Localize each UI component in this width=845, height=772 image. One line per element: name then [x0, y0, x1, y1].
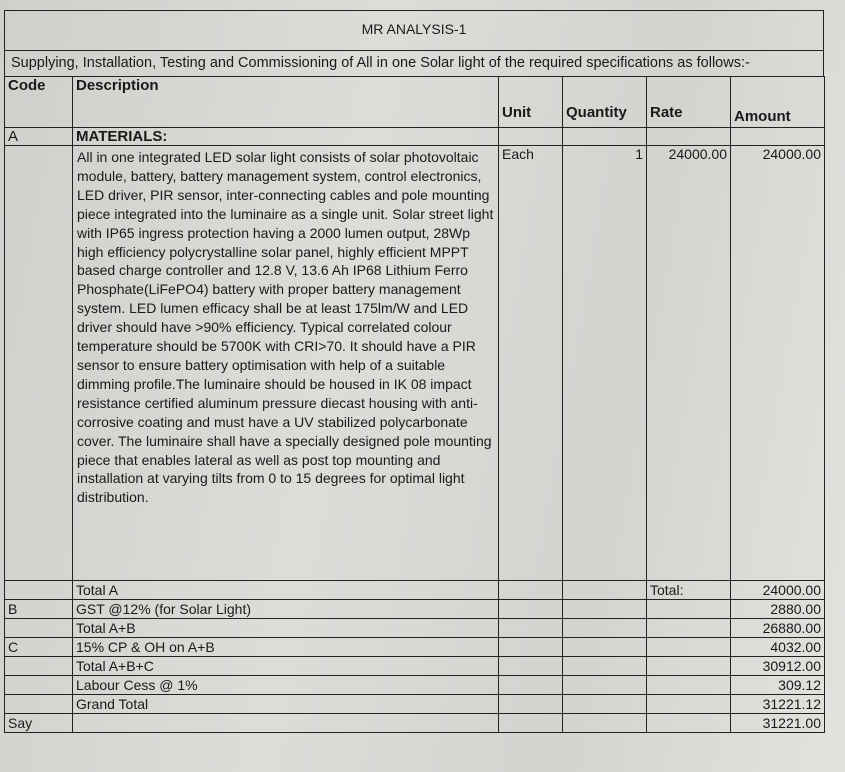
empty-cell	[563, 581, 647, 600]
empty-cell	[563, 676, 647, 695]
summary-rows	[5, 581, 825, 733]
item-rate: 24000.00	[647, 146, 731, 581]
summary-label	[73, 714, 499, 733]
summary-row	[5, 638, 825, 657]
header-rate: Rate	[647, 77, 731, 128]
item-quantity: 1	[563, 146, 647, 581]
mr-analysis-sheet	[4, 10, 824, 733]
summary-code: Say	[5, 714, 73, 733]
summary-code: B	[5, 600, 73, 619]
summary-rate-note: Total:	[647, 581, 731, 600]
summary-rate-note	[647, 600, 731, 619]
empty-cell	[499, 600, 563, 619]
item-amount: 24000.00	[731, 146, 825, 581]
header-description: Description	[73, 77, 499, 128]
document-subtitle: Supplying, Installation, Testing and Commissioning of All in one Solar light of the required specifications as follows:-	[4, 50, 824, 76]
item-unit: Each	[499, 146, 563, 581]
summary-rate-note	[647, 676, 731, 695]
section-row	[5, 128, 825, 146]
summary-row	[5, 581, 825, 600]
summary-rate-note	[647, 638, 731, 657]
section-label: MATERIALS:	[73, 128, 499, 146]
summary-amount: 24000.00	[731, 581, 825, 600]
summary-code	[5, 581, 73, 600]
empty-cell	[499, 638, 563, 657]
summary-code	[5, 695, 73, 714]
summary-amount: 309.12	[731, 676, 825, 695]
empty-cell	[499, 714, 563, 733]
summary-amount: 31221.00	[731, 714, 825, 733]
summary-rate-note	[647, 714, 731, 733]
header-quantity: Quantity	[563, 77, 647, 128]
summary-label: Total A+B	[73, 619, 499, 638]
summary-rate-note	[647, 657, 731, 676]
summary-rate-note	[647, 695, 731, 714]
summary-amount: 2880.00	[731, 600, 825, 619]
summary-code	[5, 619, 73, 638]
summary-label: Total A	[73, 581, 499, 600]
section-code: A	[5, 128, 73, 146]
summary-row	[5, 695, 825, 714]
header-row	[5, 77, 825, 128]
header-unit: Unit	[499, 77, 563, 128]
empty-cell	[563, 714, 647, 733]
summary-code	[5, 676, 73, 695]
summary-label: GST @12% (for Solar Light)	[73, 600, 499, 619]
item-row	[5, 146, 825, 581]
empty-cell	[563, 657, 647, 676]
summary-label: Labour Cess @ 1%	[73, 676, 499, 695]
empty-cell	[499, 657, 563, 676]
summary-row	[5, 676, 825, 695]
analysis-table	[4, 76, 825, 733]
empty-cell	[563, 638, 647, 657]
empty-cell	[563, 695, 647, 714]
summary-code	[5, 657, 73, 676]
empty-cell	[499, 695, 563, 714]
empty-cell	[563, 619, 647, 638]
title-text: MR ANALYSIS-1	[361, 21, 467, 37]
summary-amount: 4032.00	[731, 638, 825, 657]
summary-row	[5, 657, 825, 676]
header-code: Code	[5, 77, 73, 128]
header-amount: Amount	[731, 77, 825, 128]
summary-amount: 31221.12	[731, 695, 825, 714]
summary-row	[5, 619, 825, 638]
empty-cell	[499, 619, 563, 638]
summary-row	[5, 600, 825, 619]
item-description: All in one integrated LED solar light consists of solar photovoltaic module, battery, battery management system, control electronics, LED driver, PIR sensor, inter-connecting cables and pole mounting piece integrated into the luminaire as a single unit. Solar street light with IP65 ingress protection having a 2000 lumen output, 28Wp high efficiency polycrystalline solar panel, highly efficient MPPT based charge controller and 12.8 V, 13.6 Ah IP68 Lithium Ferro Phosphate(LiFePO4) battery with proper battery management system. LED lumen efficacy shall be at least 175lm/W and LED driver should have >90% efficiency. Typical correlated colour temperature should be 5700K with CRI>70. It should have a PIR sensor to ensure battery optimisation with help of a suitable dimming profile.The luminaire should be housed in IK 08 impact resistance certified aluminum pressure diecast housing with anti-corrosive coating and must have a UV stabilized polycarbonate cover. The luminaire shall have a specially designed pole mounting piece that enables lateral as well as post top mounting and installation at varying tilts from 0 to 15 degrees for optimal light distribution.	[73, 146, 499, 581]
empty-cell	[563, 600, 647, 619]
summary-label: Grand Total	[73, 695, 499, 714]
document-title	[4, 10, 824, 50]
empty-cell	[499, 581, 563, 600]
summary-amount: 30912.00	[731, 657, 825, 676]
empty-cell	[499, 676, 563, 695]
summary-amount: 26880.00	[731, 619, 825, 638]
summary-row	[5, 714, 825, 733]
summary-label: 15% CP & OH on A+B	[73, 638, 499, 657]
summary-code: C	[5, 638, 73, 657]
summary-rate-note	[647, 619, 731, 638]
summary-label: Total A+B+C	[73, 657, 499, 676]
